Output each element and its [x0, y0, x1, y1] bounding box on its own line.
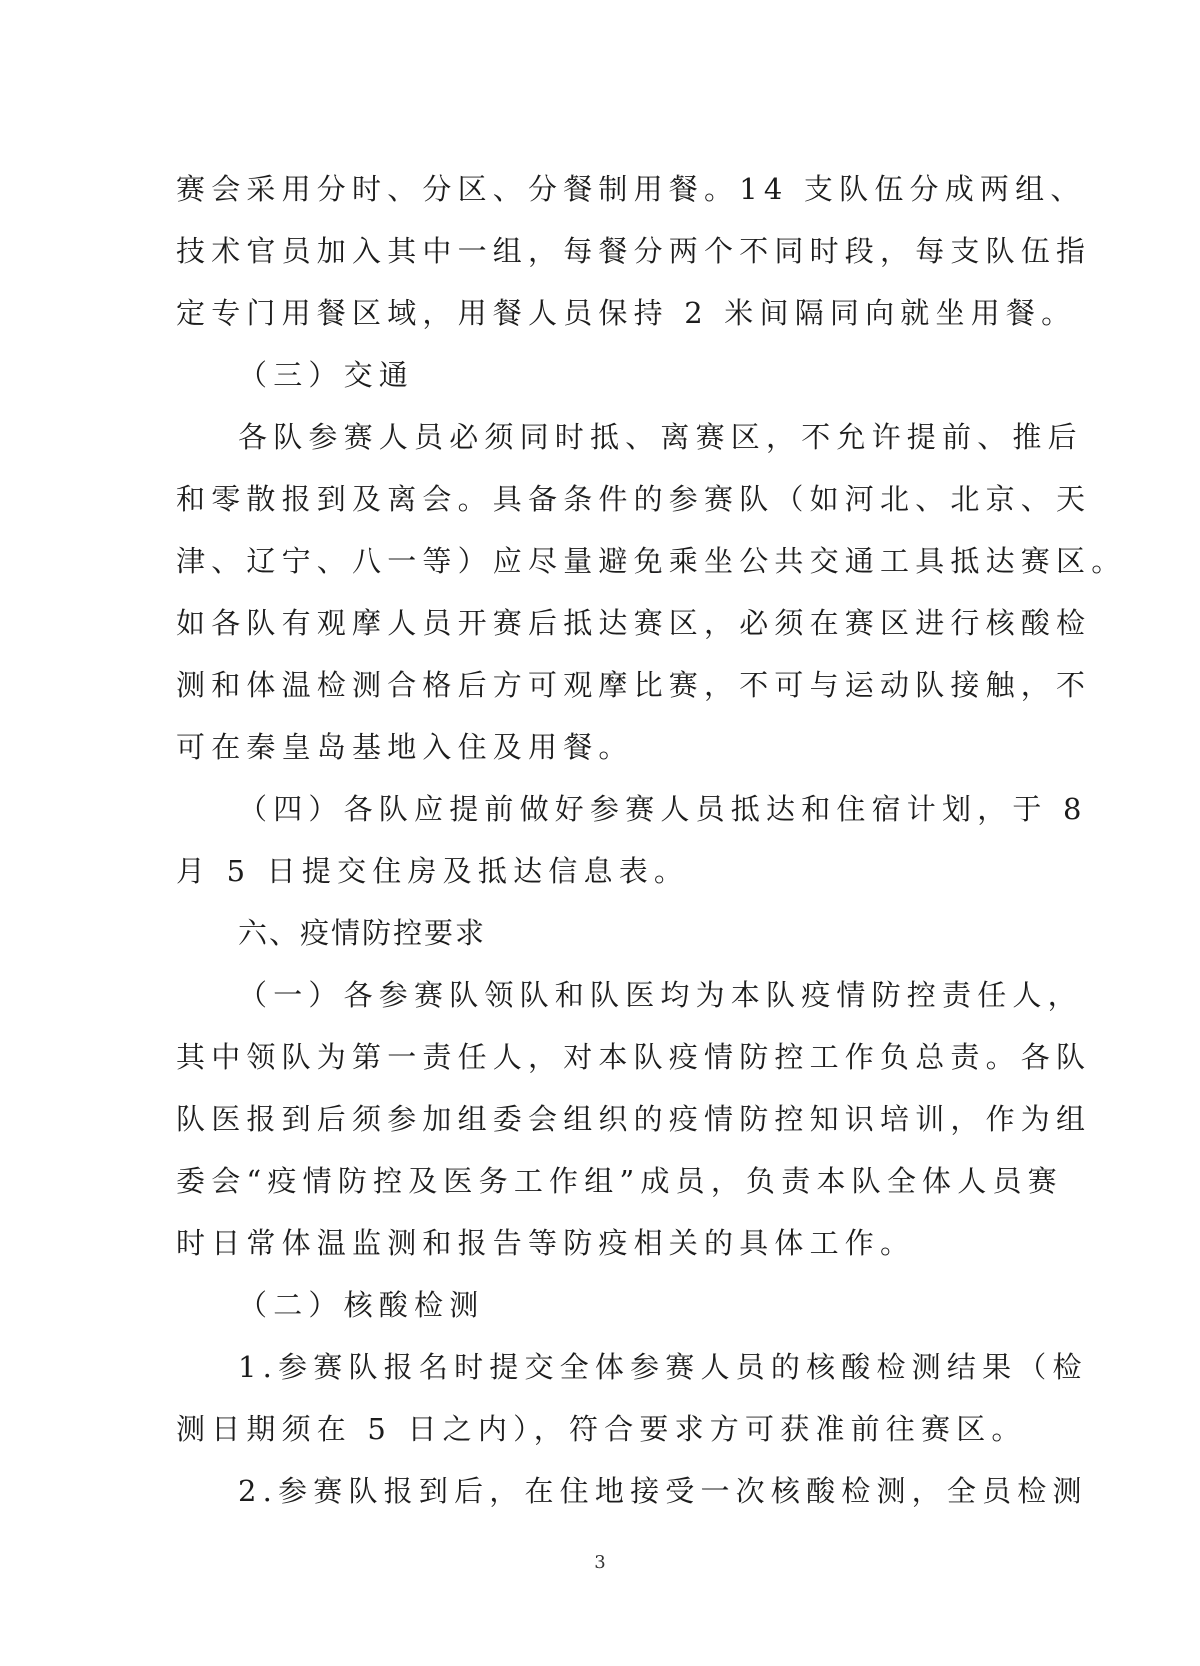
body-line: 其中领队为第一责任人，对本队疫情防控工作负总责。各队	[176, 1040, 1092, 1074]
body-line: 2.参赛队报到后，在住地接受一次核酸检测，全员检测	[238, 1474, 1088, 1508]
body-line: 各队参赛人员必须同时抵、离赛区，不允许提前、推后	[238, 420, 1083, 454]
body-line: 委会“疫情防控及医务工作组”成员，负责本队全体人员赛	[176, 1164, 1063, 1198]
body-line: 测和体温检测合格后方可观摩比赛，不可与运动队接触，不	[176, 668, 1092, 702]
body-line: 津、辽宁、八一等）应尽量避免乘坐公共交通工具抵达赛区。	[176, 544, 1127, 578]
body-line: 如各队有观摩人员开赛后抵达赛区，必须在赛区进行核酸检	[176, 606, 1092, 640]
body-line: 技术官员加入其中一组，每餐分两个不同时段，每支队伍指	[176, 234, 1092, 268]
body-line: （四）各队应提前做好参赛人员抵达和住宿计划，于 8	[238, 792, 1088, 826]
body-line: 时日常体温监测和报告等防疫相关的具体工作。	[176, 1226, 916, 1260]
subsection-heading-nucleic-test: （二）核酸检测	[238, 1288, 485, 1322]
subsection-heading-transport: （三）交通	[238, 358, 415, 392]
body-line: 1.参赛队报名时提交全体参赛人员的核酸检测结果（检	[238, 1350, 1088, 1384]
page-number: 3	[594, 1552, 606, 1573]
body-line: 和零散报到及离会。具备条件的参赛队（如河北、北京、天	[176, 482, 1092, 516]
body-line: 队医报到后须参加组委会组织的疫情防控知识培训，作为组	[176, 1102, 1092, 1136]
body-line: 赛会采用分时、分区、分餐制用餐。14 支队伍分成两组、	[176, 172, 1086, 206]
body-line: 定专门用餐区域，用餐人员保持 2 米间隔同向就坐用餐。	[176, 296, 1077, 330]
section-heading-epidemic-control: 六、疫情防控要求	[238, 916, 487, 950]
body-line: 测日期须在 5 日之内），符合要求方可获准前往赛区。	[176, 1412, 1027, 1446]
document-body	[176, 158, 1127, 1522]
body-line: 月 5 日提交住房及抵达信息表。	[176, 854, 690, 888]
body-line: （一）各参赛队领队和队医均为本队疫情防控责任人，	[238, 978, 1083, 1012]
body-line: 可在秦皇岛基地入住及用餐。	[176, 730, 634, 764]
